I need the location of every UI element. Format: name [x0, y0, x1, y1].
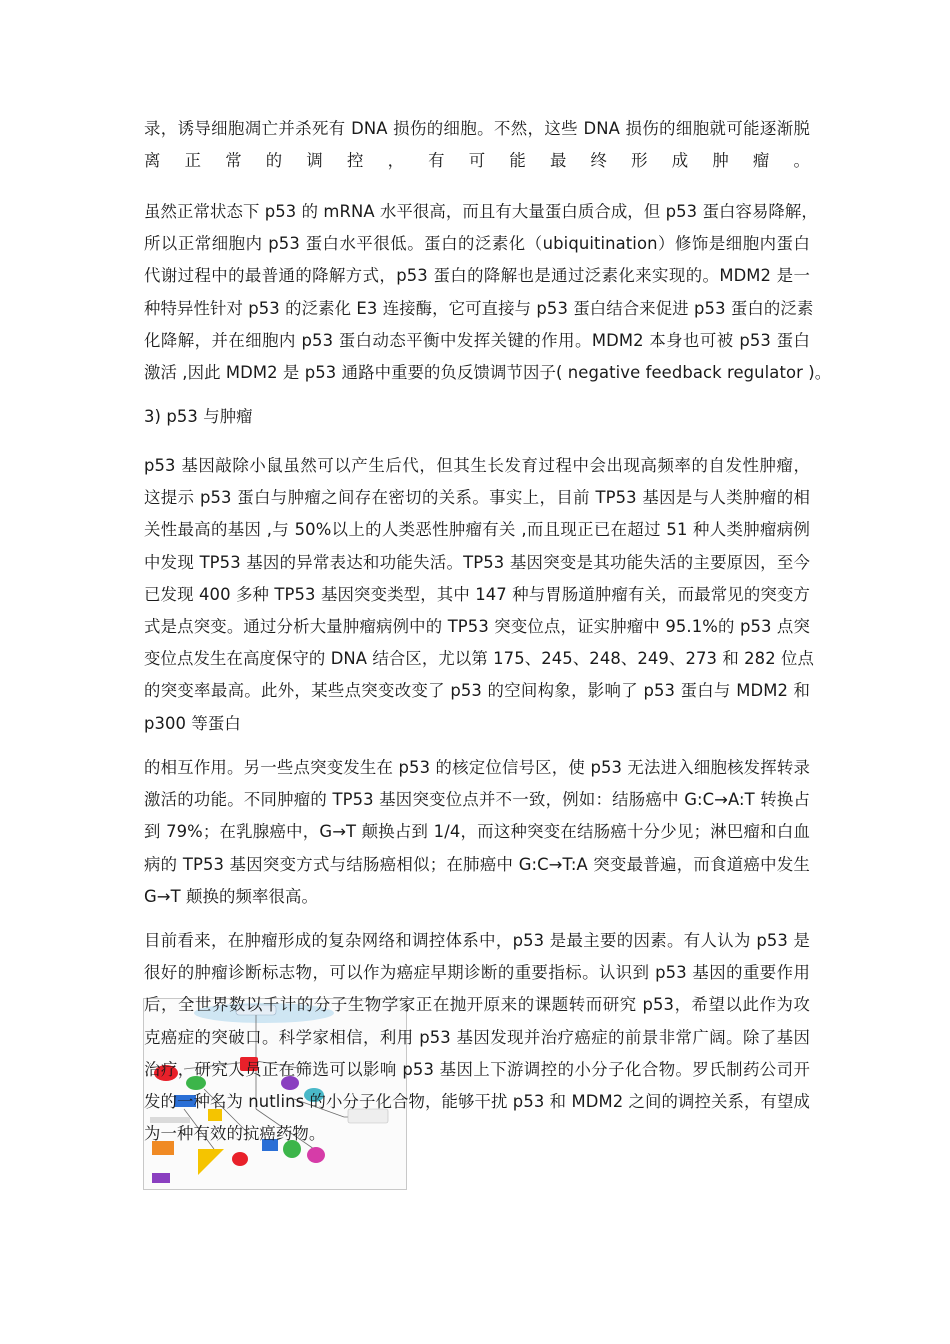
paragraph-line: 所以正常细胞内 p53 蛋白水平很低。蛋白的泛素化（ubiquitination）修饰是细胞内蛋白: [144, 234, 810, 254]
paragraph-line: 代谢过程中的最普通的降解方式，p53 蛋白的降解也是通过泛素化来实现的。MDM2 是一: [144, 266, 810, 286]
paragraph-line: p300 等蛋白: [144, 713, 241, 733]
paragraph-line: 关性最高的基因 ,与 50%以上的人类恶性肿瘤有关 ,而且现正已在超过 51 种人类肿瘤病例: [144, 520, 810, 540]
paragraph-line: 目前看来，在肿瘤形成的复杂网络和调控体系中，p53 是最主要的因素。有人认为 p53 是: [144, 931, 810, 950]
paragraph-line: 这提示 p53 蛋白与肿瘤之间存在密切的关系。事实上，目前 TP53 基因是与人类肿瘤的相: [144, 488, 810, 508]
paragraph-line: 中发现 TP53 基因的异常表达和功能失活。TP53 基因突变是其功能失活的主要原因，至今: [144, 552, 810, 572]
paragraph-line: 激活 ,因此 MDM2 是 p53 通路中重要的负反馈调节因子( negative feedback regulator )。: [144, 363, 832, 383]
paragraph-4: [144, 450, 815, 740]
paragraph-line: 变位点发生在高度保守的 DNA 结合区，尤以第 175、245、248、249、273 和 282 位点: [144, 649, 815, 669]
paragraph-1: [144, 113, 810, 177]
paragraph-line: 很好的肿瘤诊断标志物，可以作为癌症早期诊断的重要指标。认识到 p53 基因的重要作用: [144, 963, 810, 983]
paragraph-line: 后，全世界数以千计的分子生物学家正在抛开原来的课题转而研究 p53，希望以此作为攻: [144, 995, 810, 1015]
purple-small-node-shape: [152, 1173, 170, 1183]
red-small-node-shape: [232, 1152, 248, 1166]
paragraph-line: 虽然正常状态下 p53 的 mRNA 水平很高，而且有大量蛋白质合成，但 p53 蛋白容易降解，: [144, 202, 818, 221]
paragraph-line: 为一种有效的抗癌药物。: [144, 1124, 326, 1144]
paragraph-line: p53 基因敲除小鼠虽然可以产生后代，但其生长发育过程中会出现高频率的自发性肿瘤，: [144, 456, 810, 475]
paragraph-line: 已发现 400 多种 TP53 基因突变类型，其中 147 种与胃肠道肿瘤有关，而最常见的突变方: [144, 584, 810, 604]
paragraph-line: 的突变率最高。此外，某些点突变改变了 p53 的空间构象，影响了 p53 蛋白与 MDM2 和: [144, 681, 810, 701]
paragraph-line: 克癌症的突破口。科学家相信，利用 p53 基因发现并治疗癌症的前景非常广阔。除了基因: [144, 1027, 810, 1047]
paragraph-line: 治疗，研究人员正在筛选可以影响 p53 基因上下游调控的小分子化合物。罗氏制药公司开: [144, 1059, 810, 1079]
paragraph-line: 发的一种名为 nutlins 的小分子化合物，能够干扰 p53 和 MDM2 之间的调控关系，有望成: [144, 1092, 810, 1112]
paragraph-line: 式是点突变。通过分析大量肿瘤病例中的 TP53 突变位点，证实肿瘤中 95.1%的 p53 点突: [144, 617, 810, 637]
paragraph-line: 的相互作用。另一些点突变发生在 p53 的核定位信号区，使 p53 无法进入细胞核发挥转录: [144, 758, 810, 777]
paragraph-2: [144, 196, 832, 389]
section-heading: [144, 401, 810, 433]
paragraph-5: [144, 752, 810, 913]
paragraph-line: G→T 颠换的频率很高。: [144, 886, 318, 906]
paragraph-line: 到 79%；在乳腺癌中，G→T 颠换占到 1/4，而这种突变在结肠癌十分少见；淋巴瘤和白血: [144, 822, 810, 842]
paragraph-line: 离正常的调控，有可能最终形成肿瘤。: [144, 151, 810, 171]
paragraph-line: 激活的功能。不同肿瘤的 TP53 基因突变位点并不一致，例如：结肠癌中 G:C→A:T 转换占: [144, 790, 810, 810]
paragraph-line: 种特异性针对 p53 的泛素化 E3 连接酶，它可直接与 p53 蛋白结合来促进 p53 蛋白的泛素: [144, 298, 814, 318]
paragraph-line: 化降解，并在细胞内 p53 蛋白动态平衡中发挥关键的作用。MDM2 本身也可被 p53 蛋白: [144, 330, 810, 350]
paragraph-line: 病的 TP53 基因突变方式与结肠癌相似；在肺癌中 G:C→T:A 突变最普遍，而食道癌中发生: [144, 854, 810, 874]
paragraph-line: 录，诱导细胞凋亡并杀死有 DNA 损伤的细胞。不然，这些 DNA 损伤的细胞就可能逐渐脱: [144, 119, 810, 138]
paragraph-6: [144, 925, 810, 1150]
section-heading-text: 3) p53 与肿瘤: [144, 407, 253, 426]
